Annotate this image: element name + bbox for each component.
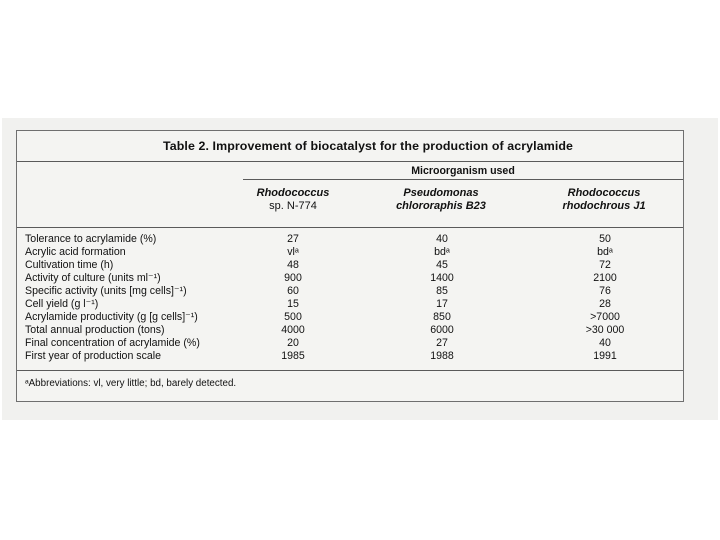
- table-row: [17, 324, 683, 337]
- header-divider: [17, 227, 683, 228]
- cell-value: 28: [599, 298, 611, 310]
- cell-value: 48: [287, 259, 299, 271]
- cell-value: 72: [599, 259, 611, 271]
- cell-value: bdᵃ: [597, 246, 613, 258]
- cell-value: 15: [287, 298, 299, 310]
- cell-value: 1985: [281, 350, 305, 362]
- table-row: [17, 298, 683, 311]
- table-row: [17, 233, 683, 246]
- row-label: Tolerance to acrylamide (%): [25, 233, 157, 245]
- column-header-strain: chlororaphis B23: [396, 200, 486, 212]
- footer-divider: [17, 370, 683, 371]
- cell-value: 40: [599, 337, 611, 349]
- row-label: Acrylic acid formation: [25, 246, 126, 258]
- row-label: Activity of culture (units ml⁻¹): [25, 272, 161, 284]
- table-title: Table 2. Improvement of biocatalyst for the production of acrylamide: [163, 139, 574, 153]
- row-label: First year of production scale: [25, 350, 162, 362]
- row-label: Specific activity (units [mg cells]⁻¹): [25, 285, 187, 297]
- table-row: [17, 272, 683, 285]
- cell-value: 85: [436, 285, 448, 297]
- cell-value: 1991: [593, 350, 617, 362]
- cell-value: 850: [433, 311, 451, 323]
- column-header-1: [223, 187, 363, 213]
- group-header-divider: [243, 179, 683, 180]
- column-header-genus: Rhodococcus: [567, 187, 641, 199]
- row-label: Cultivation time (h): [25, 259, 114, 271]
- row-label: Acrylamide productivity (g [g cells]⁻¹): [25, 311, 198, 323]
- title-divider: [17, 161, 683, 162]
- table-footnote: ᵃAbbreviations: vl, very little; bd, barely detected.: [25, 378, 237, 389]
- row-label: Final concentration of acrylamide (%): [25, 337, 200, 349]
- column-header-genus: Rhodococcus: [256, 187, 330, 199]
- column-header-strain: rhodochrous J1: [562, 200, 646, 212]
- cell-value: 500: [284, 311, 302, 323]
- cell-value: 45: [436, 259, 448, 271]
- column-header-3: [534, 187, 674, 213]
- table-row: [17, 337, 683, 350]
- cell-value: vlᵃ: [287, 246, 299, 258]
- row-label: Total annual production (tons): [25, 324, 165, 336]
- column-header-genus: Pseudomonas: [403, 187, 479, 199]
- table-row: [17, 246, 683, 259]
- table-row: [17, 285, 683, 298]
- cell-value: 27: [287, 233, 299, 245]
- cell-value: bdᵃ: [434, 246, 450, 258]
- cell-value: 17: [436, 298, 448, 310]
- column-header-strain: sp. N-774: [269, 200, 317, 212]
- table-body: [17, 233, 683, 363]
- table-row: [17, 311, 683, 324]
- cell-value: 76: [599, 285, 611, 297]
- table-row: [17, 259, 683, 272]
- cell-value: 50: [599, 233, 611, 245]
- cell-value: 1400: [430, 272, 454, 284]
- cell-value: 20: [287, 337, 299, 349]
- cell-value: 2100: [593, 272, 617, 284]
- table-row: [17, 350, 683, 363]
- cell-value: 6000: [430, 324, 454, 336]
- cell-value: 1988: [430, 350, 454, 362]
- cell-value: >30 000: [585, 324, 625, 336]
- cell-value: 900: [284, 272, 302, 284]
- cell-value: 4000: [281, 324, 305, 336]
- column-header-2: [371, 187, 511, 213]
- column-group-header: Microorganism used: [411, 165, 515, 177]
- row-label: Cell yield (g l⁻¹): [25, 298, 99, 310]
- cell-value: >7000: [590, 311, 620, 323]
- cell-value: 60: [287, 285, 299, 297]
- cell-value: 40: [436, 233, 448, 245]
- cell-value: 27: [436, 337, 448, 349]
- scanned-page: [2, 118, 718, 420]
- data-table: [16, 130, 684, 402]
